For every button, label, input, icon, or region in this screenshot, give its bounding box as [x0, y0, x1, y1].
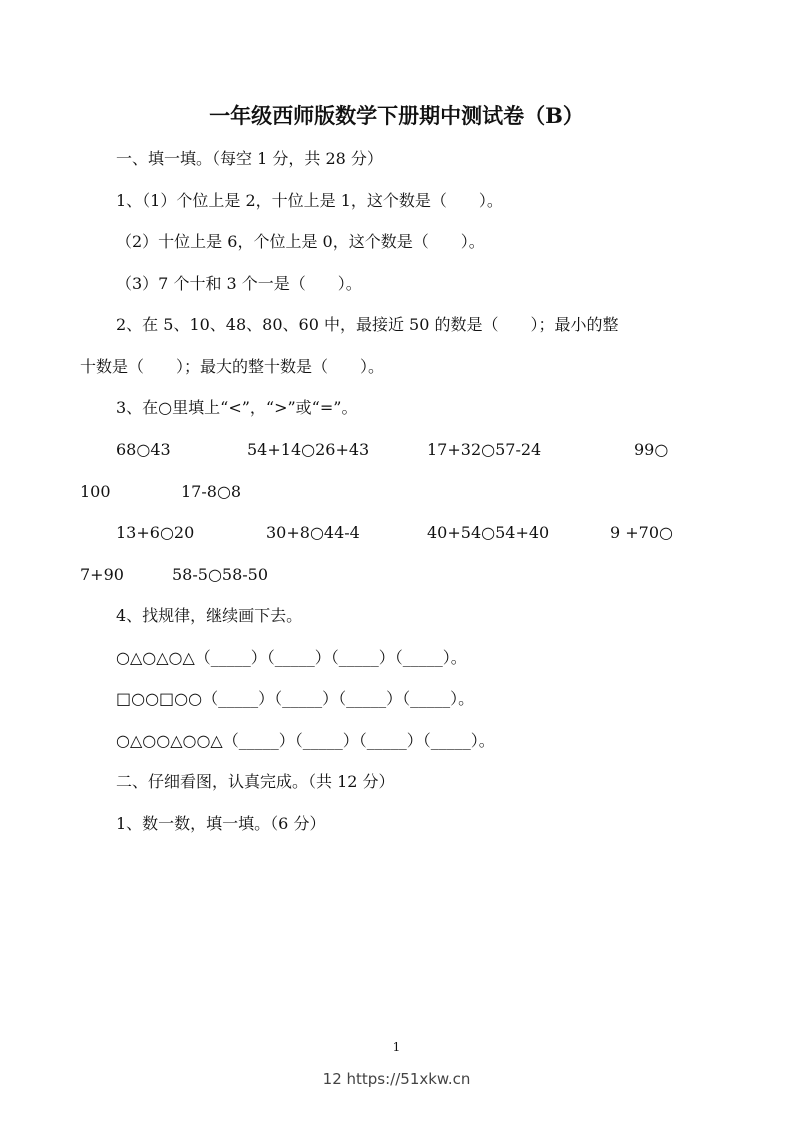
section1-heading: 一、填一填。（每空 1 分，共 28 分） [116, 149, 383, 168]
q2-line1: 2、在 5、10、48、80、60 中，最接近 50 的数是（ ）；最小的整 [116, 315, 619, 334]
section2-heading: 二、仔细看图，认真完成。（共 12 分） [116, 772, 395, 791]
q3-item: 17+32○57-24 [427, 440, 542, 459]
q1-part2: （2）十位上是 6，个位上是 0，这个数是（ ）。 [116, 232, 485, 251]
q3-item: 68○43 [116, 440, 171, 459]
q4-prompt: 4、找规律，继续画下去。 [116, 606, 303, 625]
q3-item: 9 +70○ [610, 523, 673, 542]
q3-item: 7+90 [80, 565, 124, 584]
q3-item: 30+8○44-4 [266, 523, 360, 542]
page-title: 一年级西师版数学下册期中测试卷（B） [209, 103, 584, 128]
q1-part3: （3）7 个十和 3 个一是（ ）。 [116, 274, 362, 293]
q2-line2: 十数是（ ）；最大的整十数是（ ）。 [80, 357, 385, 376]
q1-part1: 1、（1）个位上是 2，十位上是 1，这个数是（ ）。 [116, 191, 503, 210]
section2-q1: 1、数一数，填一填。（6 分） [116, 814, 326, 833]
q3-item: 54+14○26+43 [247, 440, 370, 459]
q3-item: 13+6○20 [116, 523, 195, 542]
q4-pattern: ○△○○△○○△（_____）（_____）（_____）（_____）。 [116, 731, 495, 750]
q3-item: 40+54○54+40 [427, 523, 550, 542]
q4-pattern: □○○□○○（_____）（_____）（_____）（_____）。 [116, 689, 475, 708]
q3-item: 58-5○58-50 [172, 565, 269, 584]
q3-prompt: 3、在○里填上“<”，“>”或“=”。 [116, 398, 358, 417]
q3-item: 100 [80, 482, 111, 501]
q3-item: 17-8○8 [181, 482, 242, 501]
q3-item: 99○ [634, 440, 669, 459]
q4-pattern: ○△○△○△（_____）（_____）（_____）（_____）。 [116, 648, 467, 667]
footer-link[interactable]: 12 https://51xkw.cn [322, 1070, 471, 1088]
page-number: 1 [392, 1040, 401, 1054]
